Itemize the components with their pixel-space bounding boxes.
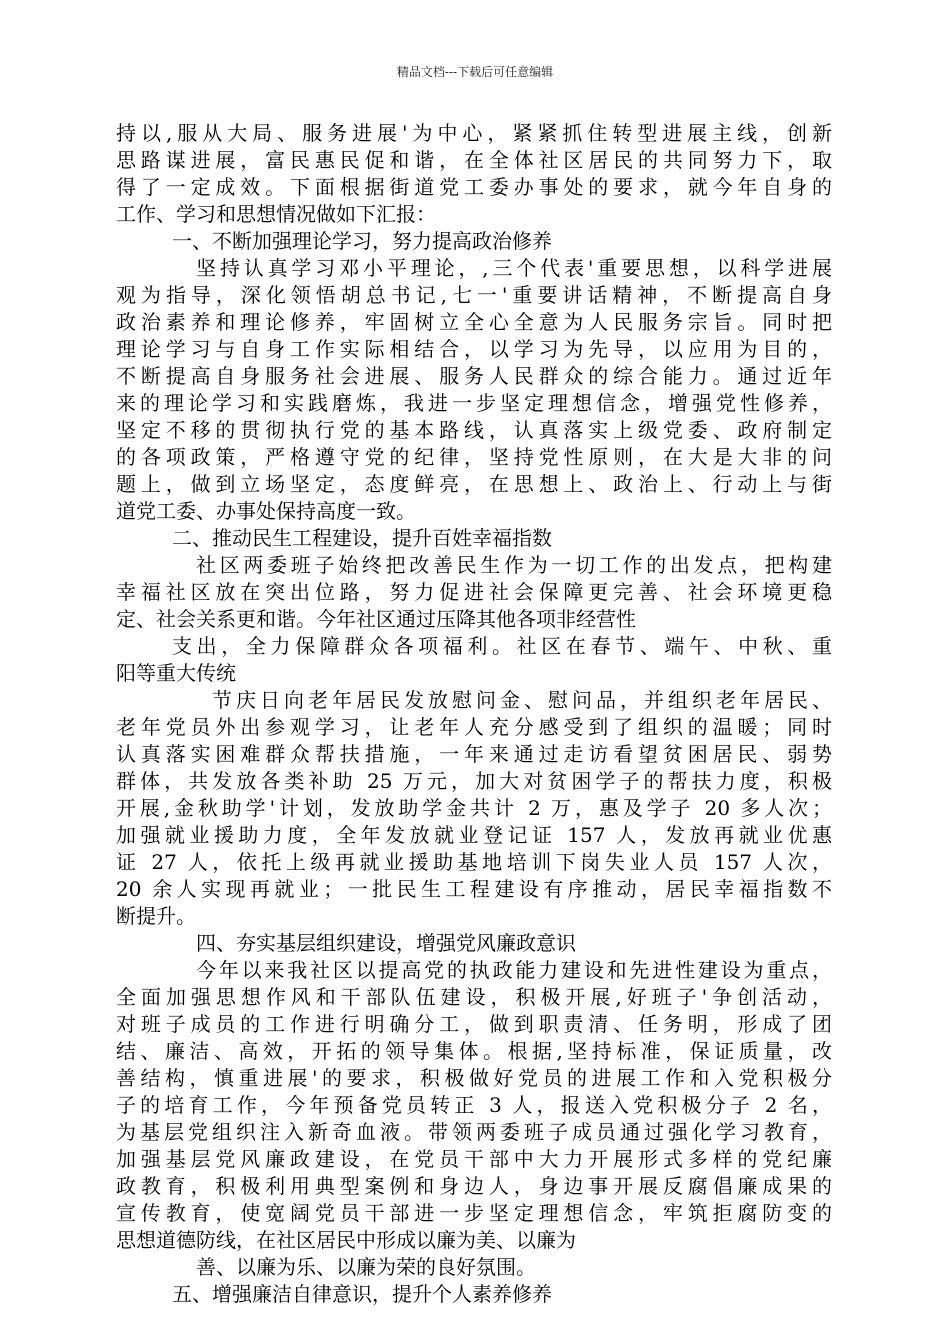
text-line: 的各项政策，严格遵守党的纪律，坚持党性原则，在大是大非的问	[116, 445, 832, 469]
text-line: 一、不断加强理论学习，努力提高政治修养	[172, 229, 552, 253]
text-line: 四、夯实基层组织建设，增强党风廉政意识	[196, 931, 576, 955]
text-line: 社区两委班子始终把改善民生作为一切工作的出发点，把构建	[196, 553, 832, 577]
text-line: 老年党员外出参观学习，让老年人充分感受到了组织的温暖；同时	[116, 715, 832, 739]
text-line: 子的培育工作，今年预备党员转正 3 人，报送入党积极分子 2 名，	[116, 1093, 832, 1117]
text-line: 宣传教育，使宽阔党员干部进一步坚定理想信念，牢筑拒腐防变的	[116, 1201, 832, 1225]
text-line: 题上，做到立场坚定，态度鲜亮，在思想上、政治上、行动上与街	[116, 472, 832, 496]
text-line: 为基层党组织注入新奇血液。带领两委班子成员通过强化学习教育，	[116, 1120, 832, 1144]
text-line: 善结构，慎重进展'的要求，积极做好党员的进展工作和入党积极分	[116, 1066, 832, 1090]
page-header-watermark: 精品文档---下载后可任意编辑	[396, 65, 554, 79]
text-line: 节庆日向老年居民发放慰问金、慰问品，并组织老年居民、	[212, 688, 832, 712]
text-line: 政治素养和理论修养，牢固树立全心全意为人民服务宗旨。同时把	[116, 310, 832, 334]
text-line: 政教育，积极利用典型案例和身边人，身边事开展反腐倡廉成果的	[116, 1174, 832, 1198]
text-line: 坚定不移的贯彻执行党的基本路线，认真落实上级党委、政府制定	[116, 418, 832, 442]
text-line: 全面加强思想作风和干部队伍建设，积极开展,好班子'争创活动，	[116, 985, 832, 1009]
text-line: 加强基层党风廉政建设，在党员干部中大力开展形式多样的党纪廉	[116, 1147, 832, 1171]
text-line: 定、社会关系更和谐。今年社区通过压降其他各项非经营性	[116, 607, 636, 631]
document-body	[116, 120, 832, 1308]
text-line: 来的理论学习和实践磨炼，我进一步坚定理想信念，增强党性修养，	[116, 391, 832, 415]
text-line: 断提升。	[116, 904, 196, 928]
text-line: 善、以廉为乐、以廉为荣的良好氛围。	[196, 1255, 536, 1279]
text-line: 20 余人实现再就业；一批民生工程建设有序推动，居民幸福指数不	[116, 877, 832, 901]
text-line: 对班子成员的工作进行明确分工，做到职责清、任务明，形成了团	[116, 1012, 832, 1036]
text-line: 今年以来我社区以提高党的执政能力建设和先进性建设为重点，	[196, 958, 832, 982]
text-line: 证 27 人，依托上级再就业援助基地培训下岗失业人员 157 人次，	[116, 850, 832, 874]
text-line: 加强就业援助力度，全年发放就业登记证 157 人，发放再就业优惠	[116, 823, 832, 847]
text-line: 五、增强廉洁自律意识，提升个人素养修养	[172, 1282, 552, 1306]
text-line: 坚持认真学习邓小平理论，,三个代表'重要思想，以科学进展	[196, 256, 832, 280]
text-line: 工作、学习和思想情况做如下汇报：	[116, 202, 436, 226]
text-line: 观为指导，深化领悟胡总书记,七一'重要讲话精神，不断提高自身	[116, 283, 832, 307]
text-line: 不断提高自身服务社会进展、服务人民群众的综合能力。通过近年	[116, 364, 832, 388]
text-line: 理论学习与自身工作实际相结合，以学习为先导，以应用为目的，	[116, 337, 832, 361]
text-line: 思想道德防线，在社区居民中形成以廉为美、以廉为	[116, 1228, 576, 1252]
text-line: 得了一定成效。下面根据街道党工委办事处的要求，就今年自身的	[116, 175, 832, 199]
text-line: 二、推动民生工程建设，提升百姓幸福指数	[172, 526, 552, 550]
text-line: 群体，共发放各类补助 25 万元，加大对贫困学子的帮扶力度，积极	[116, 769, 832, 793]
text-line: 认真落实困难群众帮扶措施，一年来通过走访看望贫困居民、弱势	[116, 742, 832, 766]
text-line: 持以,服从大局、服务进展'为中心，紧紧抓住转型进展主线，创新	[116, 121, 832, 145]
text-line: 阳等重大传统	[116, 661, 236, 685]
text-line: 道党工委、办事处保持高度一致。	[116, 499, 416, 523]
text-line: 开展,金秋助学'计划，发放助学金共计 2 万，惠及学子 20 多人次；	[116, 796, 832, 820]
text-line: 幸福社区放在突出位路，努力促进社会保障更完善、社会环境更稳	[116, 580, 832, 604]
text-line: 思路谋进展，富民惠民促和谐，在全体社区居民的共同努力下，取	[116, 148, 832, 172]
text-line: 结、廉洁、高效，开拓的领导集体。根据,坚持标准，保证质量，改	[116, 1039, 832, 1063]
text-line: 支出，全力保障群众各项福利。社区在春节、端午、中秋、重	[172, 634, 832, 658]
